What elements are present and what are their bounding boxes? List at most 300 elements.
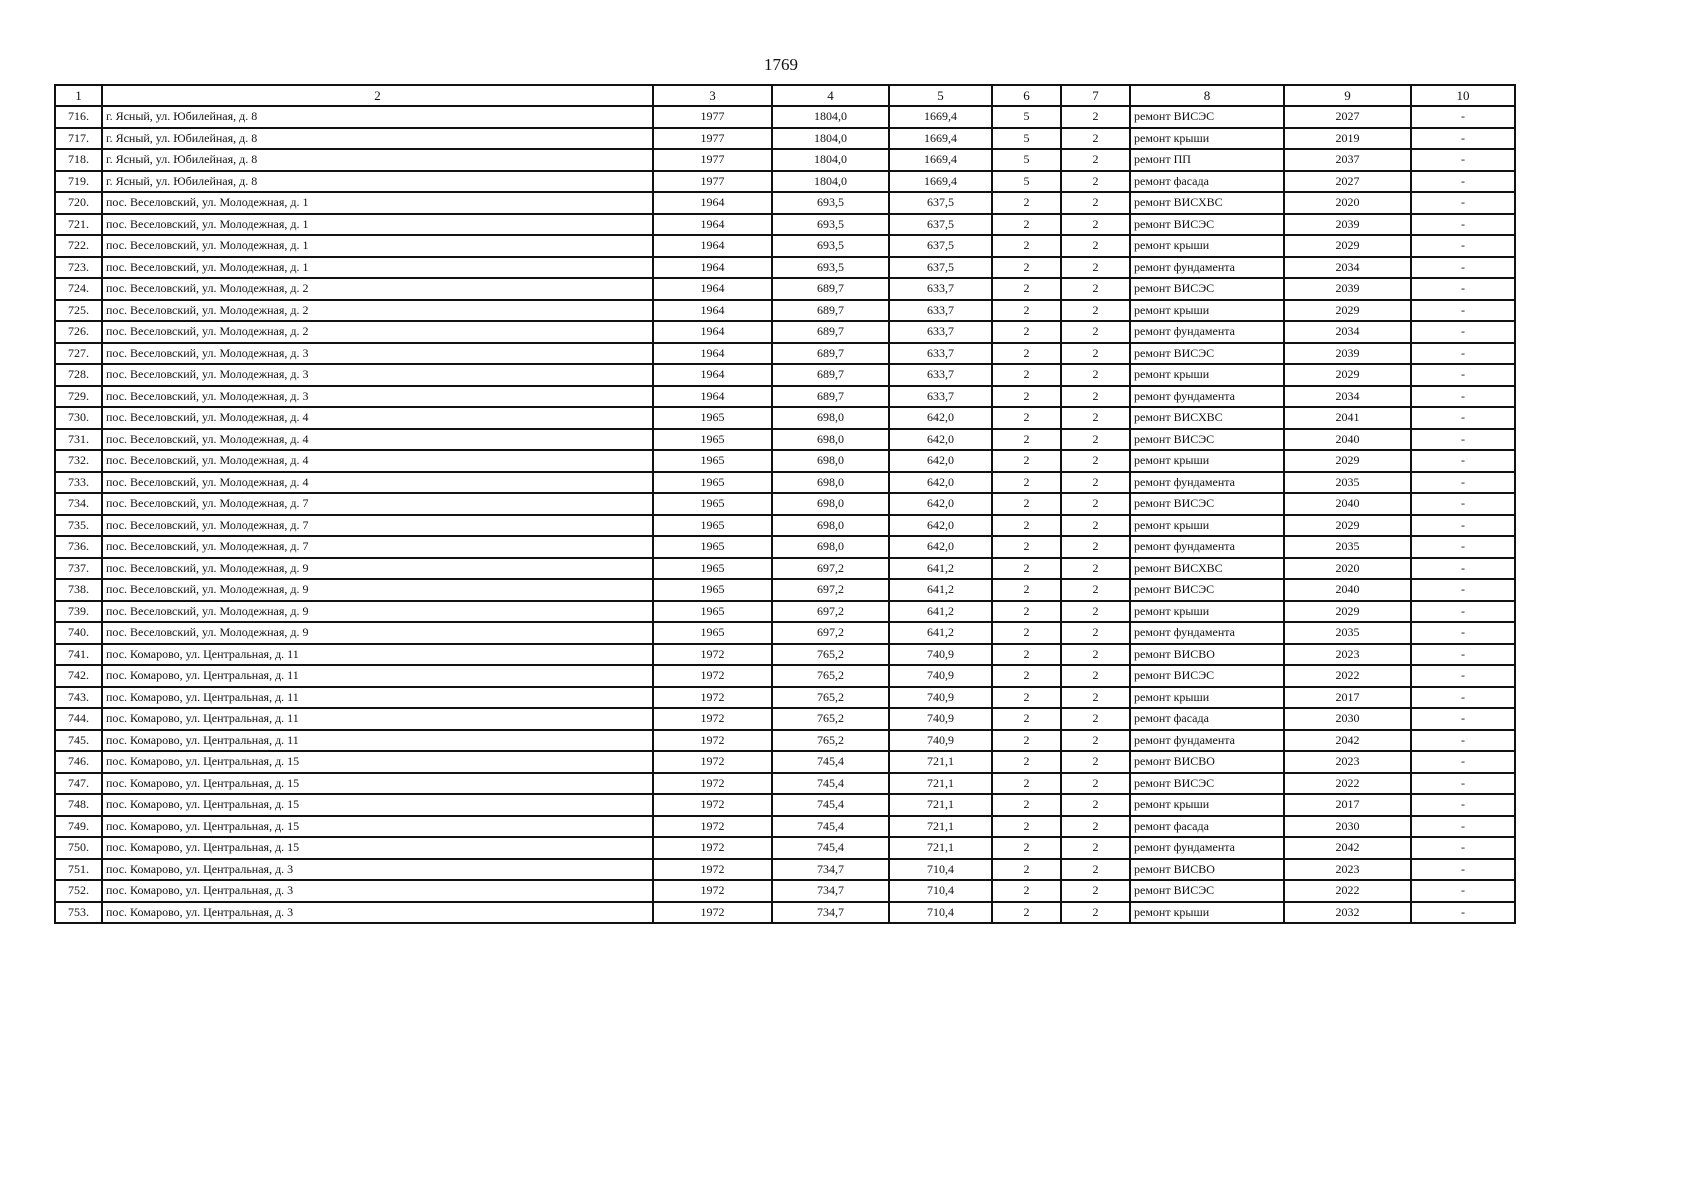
living-area-cell: 1669,4 <box>889 128 992 150</box>
note-cell: - <box>1411 708 1515 730</box>
work-type-cell: ремонт ВИСХВС <box>1130 192 1284 214</box>
column-header-1: 1 <box>55 85 102 106</box>
work-type-cell: ремонт крыши <box>1130 515 1284 537</box>
floors-cell: 2 <box>992 730 1061 752</box>
row-number-cell: 738. <box>55 579 102 601</box>
year-built-cell: 1965 <box>653 472 772 494</box>
note-cell: - <box>1411 214 1515 236</box>
entrances-cell: 2 <box>1061 214 1130 236</box>
address-cell: г. Ясный, ул. Юбилейная, д. 8 <box>102 171 653 193</box>
work-type-cell: ремонт крыши <box>1130 687 1284 709</box>
row-number-cell: 735. <box>55 515 102 537</box>
work-type-cell: ремонт ВИСЭС <box>1130 429 1284 451</box>
row-number-cell: 747. <box>55 773 102 795</box>
year-built-cell: 1972 <box>653 665 772 687</box>
row-number-cell: 740. <box>55 622 102 644</box>
address-cell: пос. Веселовский, ул. Молодежная, д. 1 <box>102 235 653 257</box>
planned-year-cell: 2027 <box>1284 106 1411 128</box>
total-area-cell: 689,7 <box>772 343 889 365</box>
living-area-cell: 637,5 <box>889 214 992 236</box>
note-cell: - <box>1411 343 1515 365</box>
note-cell: - <box>1411 407 1515 429</box>
year-built-cell: 1972 <box>653 751 772 773</box>
living-area-cell: 641,2 <box>889 601 992 623</box>
total-area-cell: 765,2 <box>772 708 889 730</box>
year-built-cell: 1964 <box>653 235 772 257</box>
total-area-cell: 745,4 <box>772 816 889 838</box>
planned-year-cell: 2017 <box>1284 687 1411 709</box>
note-cell: - <box>1411 386 1515 408</box>
address-cell: пос. Комарово, ул. Центральная, д. 15 <box>102 816 653 838</box>
row-number-cell: 737. <box>55 558 102 580</box>
table-row <box>55 300 1515 322</box>
total-area-cell: 697,2 <box>772 558 889 580</box>
row-number-cell: 730. <box>55 407 102 429</box>
floors-cell: 2 <box>992 601 1061 623</box>
work-type-cell: ремонт фундамента <box>1130 730 1284 752</box>
row-number-cell: 729. <box>55 386 102 408</box>
table-row <box>55 880 1515 902</box>
entrances-cell: 2 <box>1061 601 1130 623</box>
living-area-cell: 740,9 <box>889 644 992 666</box>
table-row <box>55 429 1515 451</box>
address-cell: пос. Веселовский, ул. Молодежная, д. 9 <box>102 622 653 644</box>
floors-cell: 5 <box>992 149 1061 171</box>
note-cell: - <box>1411 450 1515 472</box>
living-area-cell: 721,1 <box>889 794 992 816</box>
planned-year-cell: 2029 <box>1284 235 1411 257</box>
living-area-cell: 710,4 <box>889 902 992 924</box>
floors-cell: 2 <box>992 364 1061 386</box>
table-row <box>55 128 1515 150</box>
entrances-cell: 2 <box>1061 343 1130 365</box>
column-header-8: 8 <box>1130 85 1284 106</box>
note-cell: - <box>1411 235 1515 257</box>
address-cell: пос. Веселовский, ул. Молодежная, д. 3 <box>102 386 653 408</box>
work-type-cell: ремонт фасада <box>1130 708 1284 730</box>
note-cell: - <box>1411 579 1515 601</box>
table-row <box>55 536 1515 558</box>
total-area-cell: 693,5 <box>772 257 889 279</box>
note-cell: - <box>1411 149 1515 171</box>
total-area-cell: 689,7 <box>772 386 889 408</box>
work-type-cell: ремонт крыши <box>1130 235 1284 257</box>
row-number-cell: 726. <box>55 321 102 343</box>
floors-cell: 2 <box>992 450 1061 472</box>
table-row <box>55 708 1515 730</box>
living-area-cell: 721,1 <box>889 816 992 838</box>
total-area-cell: 745,4 <box>772 837 889 859</box>
note-cell: - <box>1411 515 1515 537</box>
living-area-cell: 641,2 <box>889 622 992 644</box>
work-type-cell: ремонт крыши <box>1130 128 1284 150</box>
work-type-cell: ремонт фундамента <box>1130 837 1284 859</box>
year-built-cell: 1972 <box>653 644 772 666</box>
entrances-cell: 2 <box>1061 364 1130 386</box>
planned-year-cell: 2039 <box>1284 278 1411 300</box>
address-cell: г. Ясный, ул. Юбилейная, д. 8 <box>102 106 653 128</box>
year-built-cell: 1972 <box>653 794 772 816</box>
row-number-cell: 734. <box>55 493 102 515</box>
living-area-cell: 740,9 <box>889 665 992 687</box>
year-built-cell: 1965 <box>653 601 772 623</box>
total-area-cell: 693,5 <box>772 235 889 257</box>
table-row <box>55 235 1515 257</box>
living-area-cell: 721,1 <box>889 837 992 859</box>
floors-cell: 2 <box>992 235 1061 257</box>
address-cell: пос. Веселовский, ул. Молодежная, д. 3 <box>102 364 653 386</box>
total-area-cell: 698,0 <box>772 515 889 537</box>
floors-cell: 2 <box>992 300 1061 322</box>
planned-year-cell: 2035 <box>1284 472 1411 494</box>
total-area-cell: 698,0 <box>772 472 889 494</box>
floors-cell: 2 <box>992 665 1061 687</box>
work-type-cell: ремонт крыши <box>1130 902 1284 924</box>
living-area-cell: 1669,4 <box>889 106 992 128</box>
address-cell: пос. Веселовский, ул. Молодежная, д. 1 <box>102 214 653 236</box>
total-area-cell: 765,2 <box>772 644 889 666</box>
row-number-cell: 744. <box>55 708 102 730</box>
table-row <box>55 579 1515 601</box>
floors-cell: 2 <box>992 407 1061 429</box>
total-area-cell: 689,7 <box>772 300 889 322</box>
living-area-cell: 641,2 <box>889 558 992 580</box>
year-built-cell: 1965 <box>653 536 772 558</box>
living-area-cell: 740,9 <box>889 687 992 709</box>
planned-year-cell: 2023 <box>1284 859 1411 881</box>
floors-cell: 2 <box>992 794 1061 816</box>
living-area-cell: 710,4 <box>889 859 992 881</box>
row-number-cell: 733. <box>55 472 102 494</box>
note-cell: - <box>1411 106 1515 128</box>
work-type-cell: ремонт фундамента <box>1130 536 1284 558</box>
planned-year-cell: 2039 <box>1284 214 1411 236</box>
total-area-cell: 698,0 <box>772 450 889 472</box>
work-type-cell: ремонт фундамента <box>1130 472 1284 494</box>
living-area-cell: 642,0 <box>889 450 992 472</box>
table-row <box>55 644 1515 666</box>
note-cell: - <box>1411 429 1515 451</box>
address-cell: г. Ясный, ул. Юбилейная, д. 8 <box>102 149 653 171</box>
work-type-cell: ремонт фундамента <box>1130 386 1284 408</box>
year-built-cell: 1964 <box>653 321 772 343</box>
work-type-cell: ремонт ВИСЭС <box>1130 579 1284 601</box>
living-area-cell: 633,7 <box>889 278 992 300</box>
row-number-cell: 725. <box>55 300 102 322</box>
floors-cell: 2 <box>992 837 1061 859</box>
note-cell: - <box>1411 171 1515 193</box>
table-row <box>55 106 1515 128</box>
row-number-cell: 731. <box>55 429 102 451</box>
year-built-cell: 1972 <box>653 837 772 859</box>
work-type-cell: ремонт ВИСЭС <box>1130 278 1284 300</box>
total-area-cell: 734,7 <box>772 859 889 881</box>
note-cell: - <box>1411 192 1515 214</box>
address-cell: пос. Комарово, ул. Центральная, д. 11 <box>102 644 653 666</box>
entrances-cell: 2 <box>1061 773 1130 795</box>
floors-cell: 2 <box>992 644 1061 666</box>
planned-year-cell: 2034 <box>1284 321 1411 343</box>
floors-cell: 2 <box>992 687 1061 709</box>
entrances-cell: 2 <box>1061 106 1130 128</box>
address-cell: пос. Веселовский, ул. Молодежная, д. 2 <box>102 321 653 343</box>
year-built-cell: 1965 <box>653 515 772 537</box>
planned-year-cell: 2034 <box>1284 257 1411 279</box>
table-header-row <box>55 85 1515 106</box>
row-number-cell: 728. <box>55 364 102 386</box>
entrances-cell: 2 <box>1061 386 1130 408</box>
year-built-cell: 1972 <box>653 730 772 752</box>
row-number-cell: 718. <box>55 149 102 171</box>
living-area-cell: 642,0 <box>889 429 992 451</box>
year-built-cell: 1977 <box>653 106 772 128</box>
table-row <box>55 214 1515 236</box>
table-row <box>55 407 1515 429</box>
note-cell: - <box>1411 257 1515 279</box>
year-built-cell: 1965 <box>653 429 772 451</box>
row-number-cell: 724. <box>55 278 102 300</box>
address-cell: пос. Комарово, ул. Центральная, д. 15 <box>102 794 653 816</box>
entrances-cell: 2 <box>1061 493 1130 515</box>
planned-year-cell: 2032 <box>1284 902 1411 924</box>
planned-year-cell: 2037 <box>1284 149 1411 171</box>
address-cell: пос. Веселовский, ул. Молодежная, д. 7 <box>102 536 653 558</box>
note-cell: - <box>1411 300 1515 322</box>
address-cell: пос. Веселовский, ул. Молодежная, д. 9 <box>102 601 653 623</box>
year-built-cell: 1964 <box>653 386 772 408</box>
year-built-cell: 1972 <box>653 880 772 902</box>
address-cell: пос. Веселовский, ул. Молодежная, д. 1 <box>102 257 653 279</box>
year-built-cell: 1972 <box>653 902 772 924</box>
floors-cell: 2 <box>992 386 1061 408</box>
table-row <box>55 450 1515 472</box>
address-cell: пос. Веселовский, ул. Молодежная, д. 4 <box>102 472 653 494</box>
living-area-cell: 642,0 <box>889 536 992 558</box>
floors-cell: 2 <box>992 773 1061 795</box>
address-cell: пос. Комарово, ул. Центральная, д. 3 <box>102 859 653 881</box>
work-type-cell: ремонт фундамента <box>1130 622 1284 644</box>
table-row <box>55 859 1515 881</box>
year-built-cell: 1972 <box>653 859 772 881</box>
note-cell: - <box>1411 751 1515 773</box>
year-built-cell: 1965 <box>653 407 772 429</box>
living-area-cell: 642,0 <box>889 493 992 515</box>
floors-cell: 2 <box>992 343 1061 365</box>
table-row <box>55 278 1515 300</box>
table-row <box>55 558 1515 580</box>
year-built-cell: 1964 <box>653 214 772 236</box>
table-row <box>55 192 1515 214</box>
row-number-cell: 742. <box>55 665 102 687</box>
work-type-cell: ремонт ВИСХВС <box>1130 407 1284 429</box>
entrances-cell: 2 <box>1061 300 1130 322</box>
total-area-cell: 765,2 <box>772 730 889 752</box>
floors-cell: 2 <box>992 192 1061 214</box>
total-area-cell: 1804,0 <box>772 106 889 128</box>
address-cell: пос. Веселовский, ул. Молодежная, д. 4 <box>102 407 653 429</box>
total-area-cell: 765,2 <box>772 665 889 687</box>
column-header-9: 9 <box>1284 85 1411 106</box>
total-area-cell: 698,0 <box>772 429 889 451</box>
floors-cell: 2 <box>992 429 1061 451</box>
address-cell: пос. Комарово, ул. Центральная, д. 3 <box>102 902 653 924</box>
address-cell: пос. Веселовский, ул. Молодежная, д. 2 <box>102 300 653 322</box>
year-built-cell: 1965 <box>653 450 772 472</box>
note-cell: - <box>1411 364 1515 386</box>
note-cell: - <box>1411 902 1515 924</box>
row-number-cell: 741. <box>55 644 102 666</box>
floors-cell: 2 <box>992 859 1061 881</box>
note-cell: - <box>1411 128 1515 150</box>
work-type-cell: ремонт фундамента <box>1130 321 1284 343</box>
total-area-cell: 697,2 <box>772 622 889 644</box>
work-type-cell: ремонт крыши <box>1130 794 1284 816</box>
table-row <box>55 386 1515 408</box>
work-type-cell: ремонт ВИСВО <box>1130 644 1284 666</box>
living-area-cell: 721,1 <box>889 773 992 795</box>
work-type-cell: ремонт ВИСВО <box>1130 751 1284 773</box>
entrances-cell: 2 <box>1061 880 1130 902</box>
year-built-cell: 1965 <box>653 622 772 644</box>
address-cell: пос. Комарово, ул. Центральная, д. 11 <box>102 687 653 709</box>
planned-year-cell: 2040 <box>1284 579 1411 601</box>
floors-cell: 2 <box>992 902 1061 924</box>
address-cell: пос. Комарово, ул. Центральная, д. 11 <box>102 708 653 730</box>
floors-cell: 2 <box>992 214 1061 236</box>
row-number-cell: 746. <box>55 751 102 773</box>
year-built-cell: 1977 <box>653 171 772 193</box>
living-area-cell: 633,7 <box>889 386 992 408</box>
work-type-cell: ремонт ПП <box>1130 149 1284 171</box>
note-cell: - <box>1411 880 1515 902</box>
entrances-cell: 2 <box>1061 257 1130 279</box>
entrances-cell: 2 <box>1061 515 1130 537</box>
planned-year-cell: 2035 <box>1284 536 1411 558</box>
total-area-cell: 697,2 <box>772 601 889 623</box>
entrances-cell: 2 <box>1061 708 1130 730</box>
table-row <box>55 837 1515 859</box>
planned-year-cell: 2029 <box>1284 450 1411 472</box>
address-cell: пос. Веселовский, ул. Молодежная, д. 1 <box>102 192 653 214</box>
address-cell: пос. Веселовский, ул. Молодежная, д. 9 <box>102 579 653 601</box>
entrances-cell: 2 <box>1061 321 1130 343</box>
address-cell: пос. Комарово, ул. Центральная, д. 11 <box>102 730 653 752</box>
work-type-cell: ремонт фундамента <box>1130 257 1284 279</box>
work-type-cell: ремонт ВИСЭС <box>1130 493 1284 515</box>
table-row <box>55 794 1515 816</box>
total-area-cell: 697,2 <box>772 579 889 601</box>
planned-year-cell: 2022 <box>1284 773 1411 795</box>
floors-cell: 2 <box>992 321 1061 343</box>
note-cell: - <box>1411 493 1515 515</box>
planned-year-cell: 2034 <box>1284 386 1411 408</box>
total-area-cell: 1804,0 <box>772 128 889 150</box>
planned-year-cell: 2041 <box>1284 407 1411 429</box>
planned-year-cell: 2017 <box>1284 794 1411 816</box>
total-area-cell: 745,4 <box>772 751 889 773</box>
row-number-cell: 723. <box>55 257 102 279</box>
note-cell: - <box>1411 665 1515 687</box>
row-number-cell: 749. <box>55 816 102 838</box>
living-area-cell: 1669,4 <box>889 149 992 171</box>
entrances-cell: 2 <box>1061 665 1130 687</box>
living-area-cell: 633,7 <box>889 343 992 365</box>
row-number-cell: 717. <box>55 128 102 150</box>
floors-cell: 2 <box>992 515 1061 537</box>
living-area-cell: 740,9 <box>889 708 992 730</box>
column-header-6: 6 <box>992 85 1061 106</box>
entrances-cell: 2 <box>1061 536 1130 558</box>
entrances-cell: 2 <box>1061 687 1130 709</box>
floors-cell: 2 <box>992 622 1061 644</box>
total-area-cell: 698,0 <box>772 493 889 515</box>
planned-year-cell: 2023 <box>1284 751 1411 773</box>
living-area-cell: 642,0 <box>889 472 992 494</box>
entrances-cell: 2 <box>1061 859 1130 881</box>
table-row <box>55 343 1515 365</box>
row-number-cell: 719. <box>55 171 102 193</box>
planned-year-cell: 2030 <box>1284 708 1411 730</box>
floors-cell: 2 <box>992 751 1061 773</box>
column-header-10: 10 <box>1411 85 1515 106</box>
entrances-cell: 2 <box>1061 730 1130 752</box>
table-row <box>55 493 1515 515</box>
living-area-cell: 642,0 <box>889 407 992 429</box>
floors-cell: 2 <box>992 257 1061 279</box>
entrances-cell: 2 <box>1061 450 1130 472</box>
year-built-cell: 1972 <box>653 773 772 795</box>
planned-year-cell: 2022 <box>1284 880 1411 902</box>
table-row <box>55 515 1515 537</box>
row-number-cell: 745. <box>55 730 102 752</box>
entrances-cell: 2 <box>1061 407 1130 429</box>
row-number-cell: 739. <box>55 601 102 623</box>
entrances-cell: 2 <box>1061 622 1130 644</box>
table-row <box>55 730 1515 752</box>
year-built-cell: 1972 <box>653 708 772 730</box>
note-cell: - <box>1411 622 1515 644</box>
address-cell: пос. Веселовский, ул. Молодежная, д. 4 <box>102 429 653 451</box>
total-area-cell: 698,0 <box>772 407 889 429</box>
year-built-cell: 1977 <box>653 149 772 171</box>
table-row <box>55 364 1515 386</box>
planned-year-cell: 2029 <box>1284 300 1411 322</box>
planned-year-cell: 2042 <box>1284 730 1411 752</box>
entrances-cell: 2 <box>1061 794 1130 816</box>
address-cell: пос. Комарово, ул. Центральная, д. 15 <box>102 837 653 859</box>
note-cell: - <box>1411 321 1515 343</box>
housing-register-table <box>54 84 1516 924</box>
work-type-cell: ремонт фасада <box>1130 816 1284 838</box>
note-cell: - <box>1411 601 1515 623</box>
living-area-cell: 721,1 <box>889 751 992 773</box>
note-cell: - <box>1411 816 1515 838</box>
entrances-cell: 2 <box>1061 751 1130 773</box>
planned-year-cell: 2027 <box>1284 171 1411 193</box>
planned-year-cell: 2023 <box>1284 644 1411 666</box>
floors-cell: 2 <box>992 536 1061 558</box>
floors-cell: 2 <box>992 579 1061 601</box>
note-cell: - <box>1411 472 1515 494</box>
address-cell: пос. Комарово, ул. Центральная, д. 11 <box>102 665 653 687</box>
work-type-cell: ремонт ВИСЭС <box>1130 343 1284 365</box>
floors-cell: 2 <box>992 278 1061 300</box>
planned-year-cell: 2020 <box>1284 558 1411 580</box>
note-cell: - <box>1411 859 1515 881</box>
work-type-cell: ремонт крыши <box>1130 364 1284 386</box>
column-header-3: 3 <box>653 85 772 106</box>
entrances-cell: 2 <box>1061 278 1130 300</box>
